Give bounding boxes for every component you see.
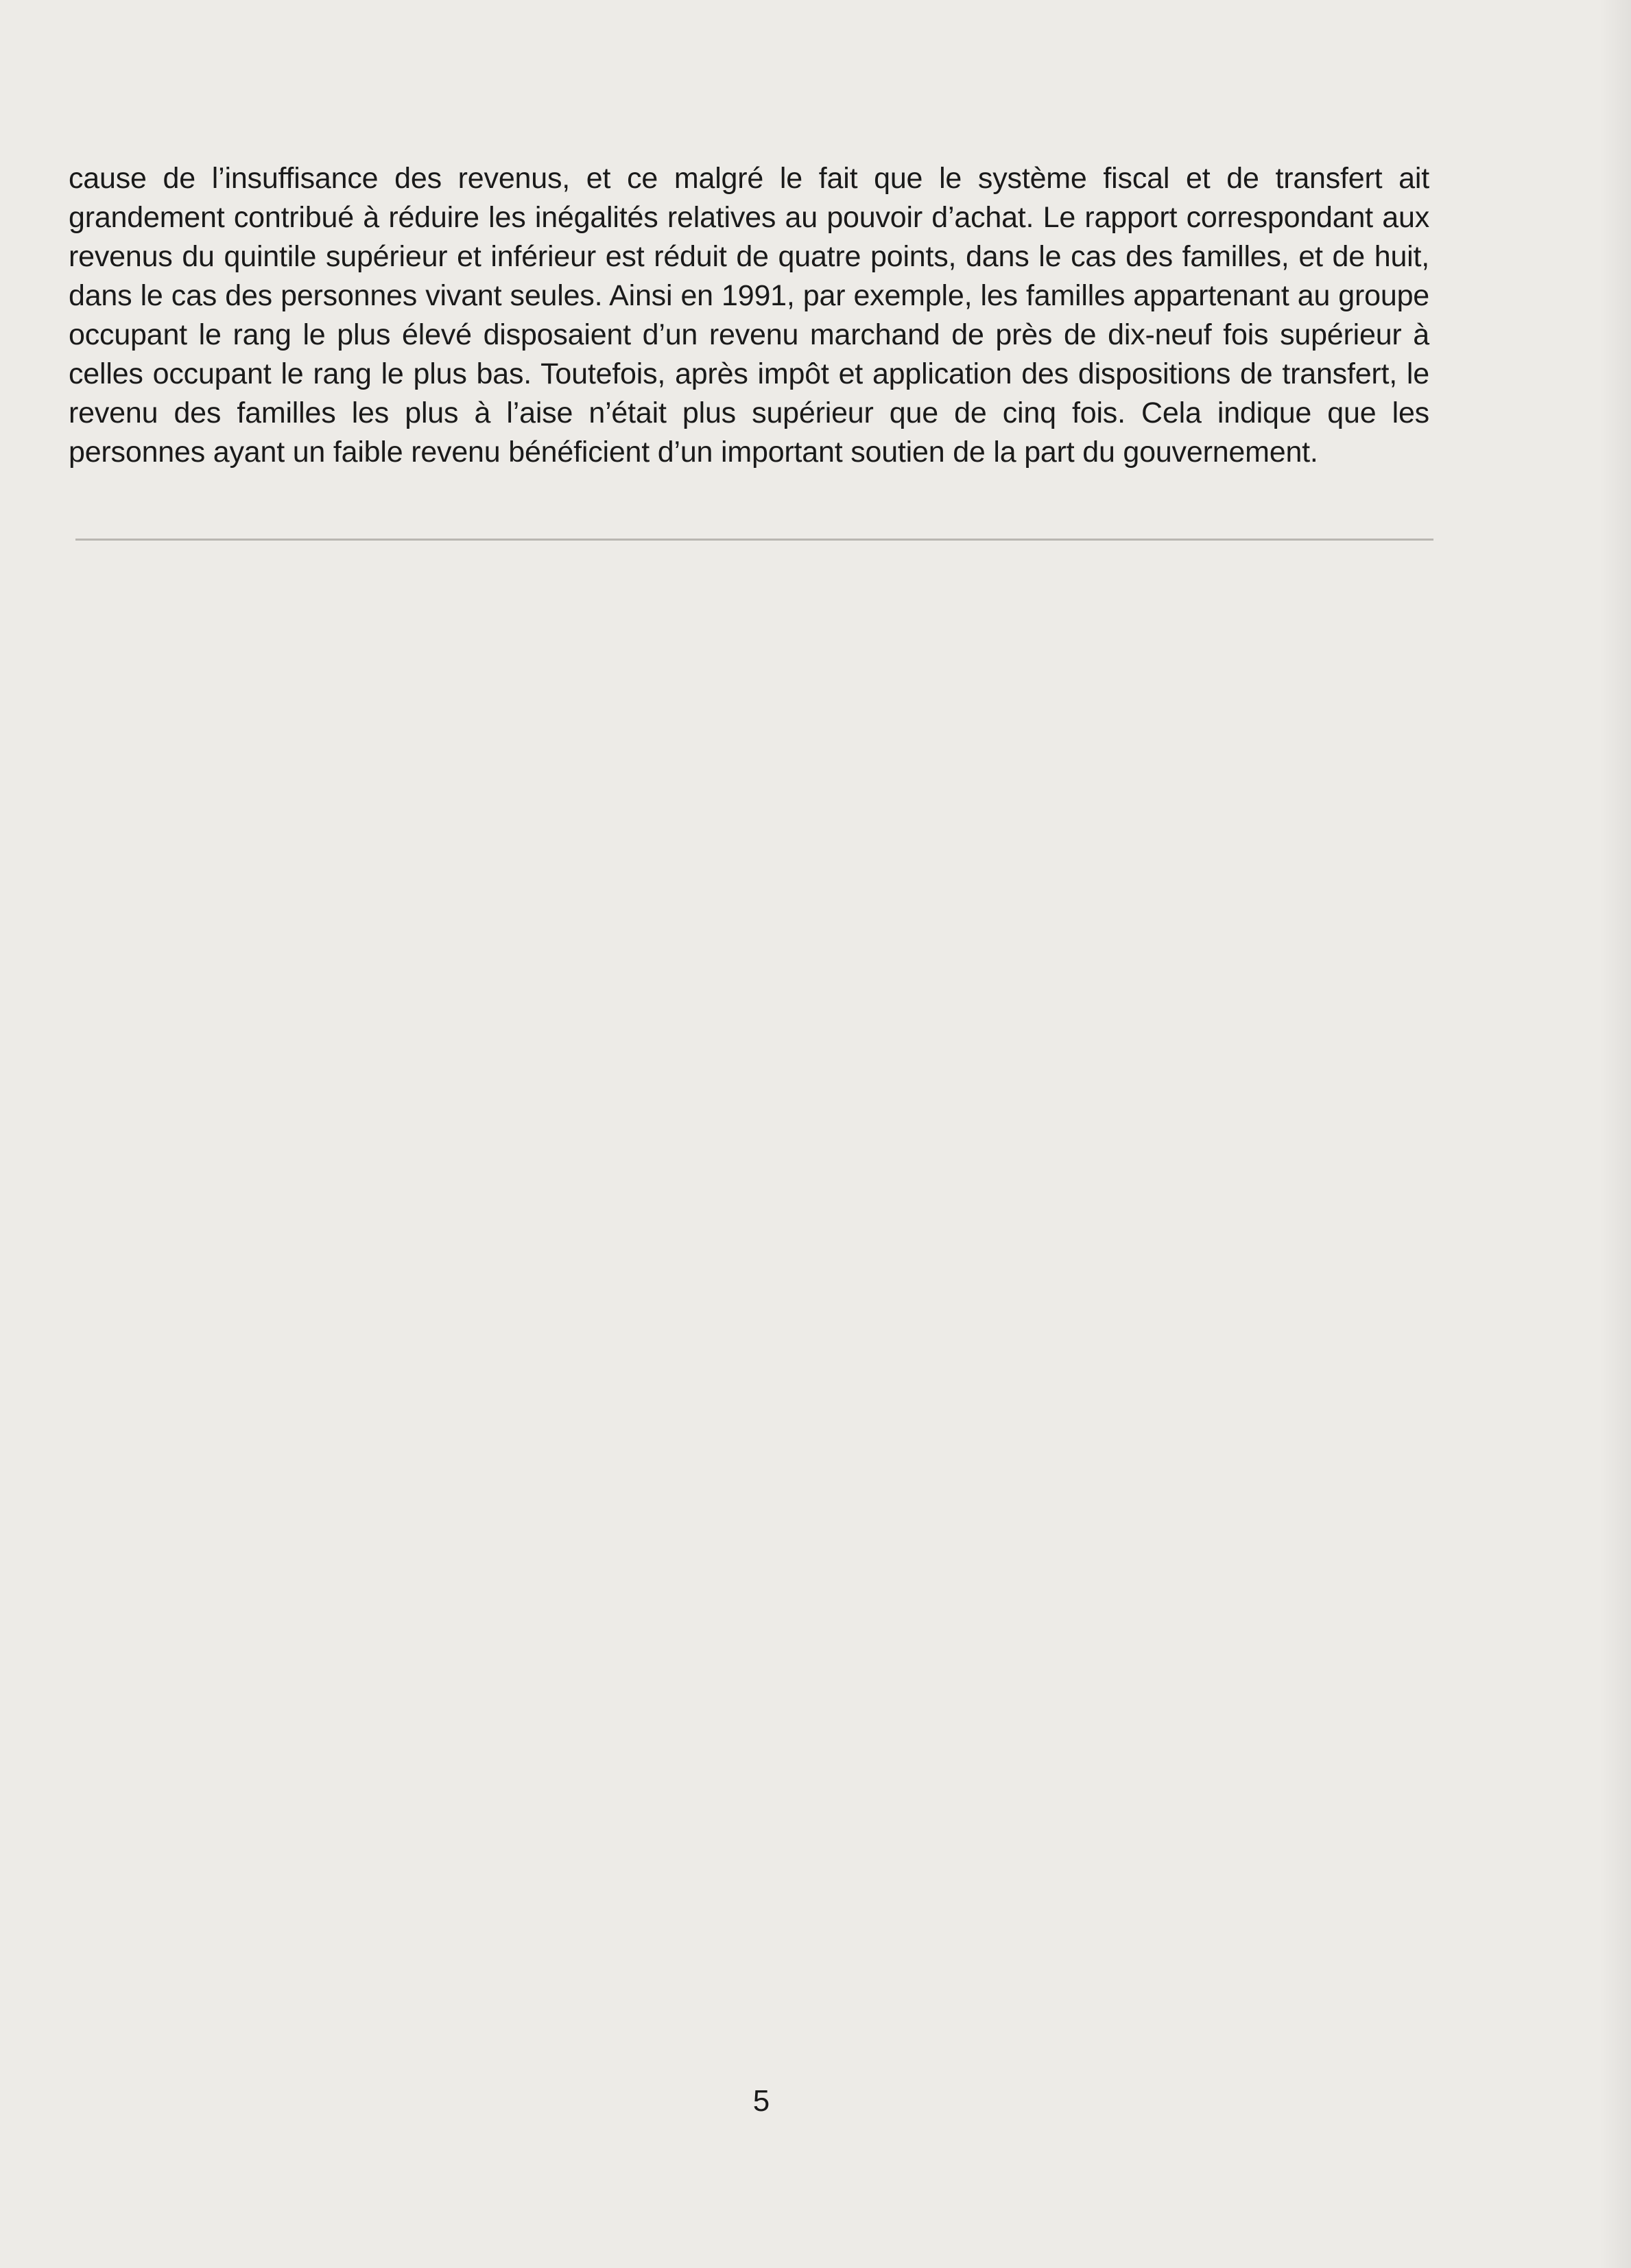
page-edge-shadow [1599,0,1631,2268]
page-number: 5 [752,2084,770,2118]
section-divider [75,539,1433,541]
body-paragraph: cause de l’insuffisance des revenus, et ce malgré le fait que le système fiscal et de transfert ait grandement contribué à réduire les inégalités relatives au pouvoir d’achat. Le rapport correspondant aux revenus du quintile supérieur et inférieur est réduit de quatre points, dans le cas des familles, et de huit, dans le cas des personnes vivant seules. Ainsi en 1991, par exemple, les familles appartenant au groupe occupant le rang le plus élevé disposaient d’un revenu marchand de près de dix-neuf fois supérieur à celles occupant le rang le plus bas. Toutefois, après impôt et application des dispositions de transfert, le revenu des familles les plus à l’aise n’était plus supérieur que de cinq fois. Cela indique que les personnes ayant un faible revenu bénéficient d’un important soutien de la part du gouvernement. [69,162,1429,469]
